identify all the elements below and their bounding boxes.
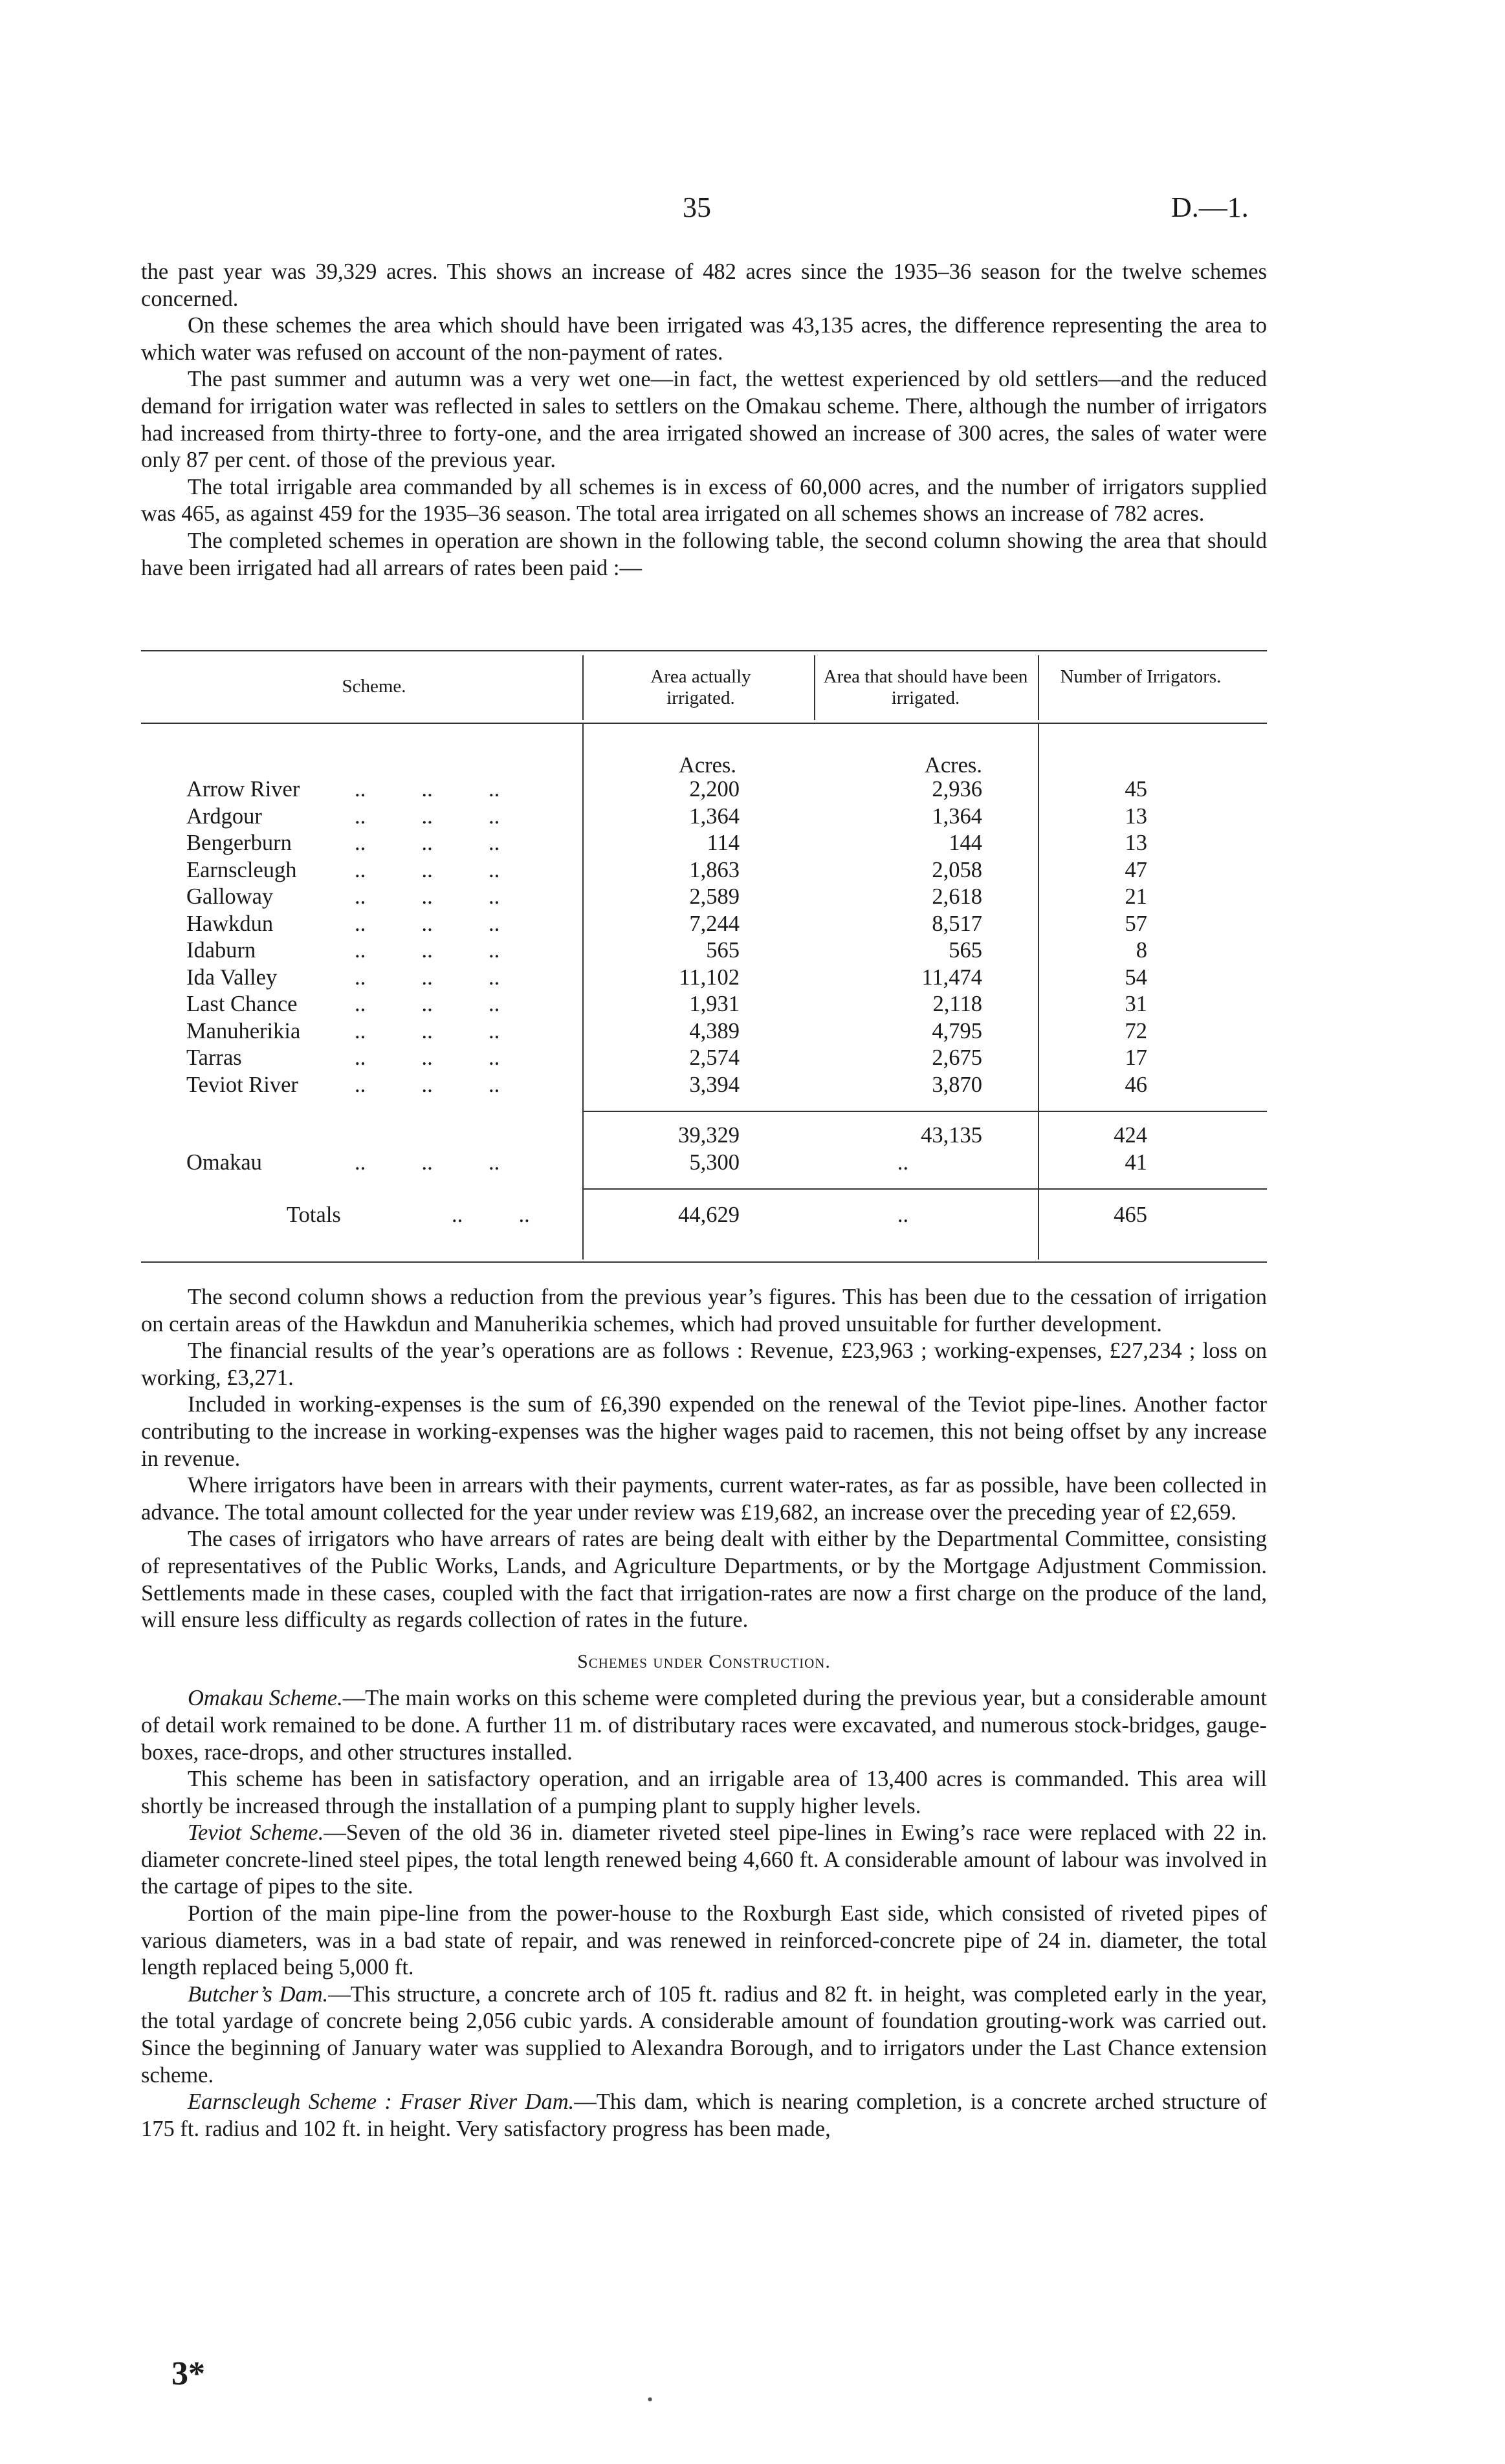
paragraph: The second column shows a reduction from the previous year’s figures. This has been due to the cessation of irrigation on certain areas of the Hawkdun and Manuherikia schemes, which had proved unsuitable for further development. [141, 1285, 1267, 1336]
totals-label: Totals [287, 1203, 341, 1227]
paragraph: The total irrigable area commanded by all schemes is in excess of 60,000 acres, and the number of irrigators supplied was 465, as against 459 for the 1935–36 season. The total area irrigated on all schemes shows an increase of 782 acres. [141, 474, 1267, 527]
row-irrigators: 45 [1125, 777, 1147, 801]
dot-leader: .. .. .. [355, 1072, 500, 1097]
row-area-should: 2,936 [932, 777, 982, 801]
subtotal-actual: 39,329 [678, 1123, 740, 1148]
paragraph: Earnscleugh Scheme : Fraser River Dam.—This dam, which is nearing completion, is a concrete arched structure of 175 ft. radius and 102 ft. in height. Very satisfactory progress has been made, [141, 2089, 1267, 2141]
row-area-should: 565 [949, 938, 982, 963]
body-text [141, 1284, 1267, 2142]
row-scheme: Manuherikia [186, 1018, 301, 1043]
stray-mark: • [647, 2390, 654, 2409]
subtotal-irrigators: 424 [1114, 1123, 1147, 1148]
row-area-actual: 7,244 [689, 911, 740, 936]
row-area-actual: 114 [707, 831, 740, 855]
paragraph: Teviot Scheme.—Seven of the old 36 in. diameter riveted steel pipe-lines in Ewing’s race were replaced with 22 in. diameter concrete-lined steel pipes, the total length renewed being 4,660 ft. A considerable amount of labour was involved in the cartage of pipes to the site. [141, 1820, 1267, 1899]
dot-leader: .. .. .. [355, 965, 500, 990]
paragraph: The past summer and autumn was a very wet one—in fact, the wettest experienced by old settlers—and the reduced demand for irrigation water was reflected in sales to settlers on the Omakau scheme. There, although the number of irrigators had increased from thirty-three to forty-one, and the area irrigated showed an increase of 300 acres, the sales of water were only 87 per cent. of those of the previous year. [141, 367, 1267, 473]
paragraph-lead: Omakau Scheme. [188, 1686, 343, 1711]
header-rule [141, 723, 1267, 724]
paragraph: On these schemes the area which should have been irrigated was 43,135 acres, the difference representing the area to which water was refused on account of the non-payment of rates. [141, 313, 1267, 365]
paragraph: This scheme has been in satisfactory operation, and an irrigable area of 13,400 acres is commanded. This area will shortly be increased through the installation of a pumping plant to supply higher levels. [141, 1767, 1267, 1818]
row-scheme: Hawkdun [186, 911, 274, 936]
table-top-rule [141, 650, 1267, 651]
row-area-actual: 1,364 [689, 803, 740, 829]
subtotal-rule [582, 1111, 1267, 1112]
row-area-should: 8,517 [932, 911, 982, 936]
dot-leader: .. .. .. [355, 1045, 500, 1070]
header-area-actual: Area actually irrigated. [650, 666, 751, 708]
row-scheme: Teviot River [186, 1072, 298, 1097]
omakau-actual: 5,300 [689, 1150, 740, 1175]
row-area-should: 2,058 [932, 857, 982, 882]
intro-text [141, 259, 1267, 582]
column-divider [1038, 655, 1039, 720]
totals-rule [582, 1188, 1267, 1190]
header-irrigators: Number of Irrigators. [1060, 666, 1222, 687]
row-irrigators: 31 [1125, 992, 1147, 1016]
section-heading: Schemes under Construction. [577, 1650, 831, 1672]
dot-leader: .. .. .. [355, 831, 500, 855]
row-irrigators: 54 [1125, 965, 1147, 990]
row-area-actual: 3,394 [689, 1072, 740, 1097]
row-irrigators: 21 [1125, 884, 1147, 909]
paragraph: Butcher’s Dam.—This structure, a concrete arch of 105 ft. radius and 82 ft. in height, was completed early in the year, the total yardage of concrete being 2,056 cubic yards. A considerable amount of foundation grouting-work was carried out. Since the beginning of January water was supplied to Alexandra Borough, and to irrigators under the Last Chance extension scheme. [141, 1981, 1267, 2088]
row-area-actual: 2,589 [689, 884, 740, 909]
row-irrigators: 17 [1125, 1045, 1147, 1070]
unit-label: Acres. [678, 753, 736, 778]
dot-leader: .. .. .. [355, 938, 500, 963]
row-scheme: Last Chance [186, 992, 298, 1016]
header-scheme: Scheme. [342, 676, 406, 697]
column-divider [1038, 723, 1039, 1259]
unit-label: Acres. [924, 753, 982, 778]
row-scheme: Idaburn [186, 938, 256, 963]
row-scheme: Tarras [186, 1045, 242, 1070]
dot-leader: .. .. [452, 1203, 530, 1227]
dot-leader: .. .. .. [355, 911, 500, 936]
row-scheme: Ardgour [186, 803, 262, 829]
paragraph: Where irrigators have been in arrears with their payments, current water-rates, as far as possible, have been collected in advance. The total amount collected for the year under review was £19,682, an increase over the preceding year of £2,659. [141, 1473, 1267, 1525]
row-area-actual: 2,200 [689, 777, 740, 801]
paragraph: Included in working-expenses is the sum of £6,390 expended on the renewal of the Teviot pipe-lines. Another factor contributing to the increase in working-expenses was the higher wages paid to racemen, this not being offset by any increase in revenue. [141, 1392, 1267, 1471]
row-area-actual: 4,389 [689, 1018, 740, 1043]
row-area-actual: 2,574 [689, 1045, 740, 1070]
totals-should: .. [897, 1203, 909, 1227]
dot-leader: .. .. .. [355, 777, 500, 801]
row-irrigators: 57 [1125, 911, 1147, 936]
row-irrigators: 46 [1125, 1072, 1147, 1097]
column-divider [814, 655, 815, 720]
row-area-actual: 1,931 [689, 992, 740, 1016]
row-area-should: 144 [949, 831, 982, 855]
dot-leader: .. .. .. [355, 884, 500, 909]
omakau-should: .. [897, 1150, 909, 1175]
dot-leader: .. .. .. [355, 1018, 500, 1043]
paragraph: the past year was 39,329 acres. This shows an increase of 482 acres since the 1935–36 season for the twelve schemes concerned. [141, 259, 1267, 311]
row-area-should: 11,474 [921, 965, 982, 990]
paragraph: The cases of irrigators who have arrears of rates are being dealt with either by the Departmental Committee, consisting of representatives of the Public Works, Lands, and Agriculture Departments, or by the Mortgage Adjustment Commission. Settlements made in these cases, coupled with the fact that irrigation-rates are now a first charge on the produce of the land, will ensure less difficulty as regards collection of rates in the future. [141, 1527, 1267, 1633]
row-area-actual: 565 [706, 938, 740, 963]
totals-actual: 44,629 [678, 1203, 740, 1227]
page-number: 35 [683, 191, 711, 223]
schemes-table [141, 650, 1267, 1271]
dot-leader: .. .. .. [355, 1150, 500, 1175]
row-area-should: 2,118 [932, 992, 982, 1016]
row-irrigators: 13 [1125, 803, 1147, 829]
document-reference: D.—1. [1171, 191, 1249, 223]
totals-irrigators: 465 [1114, 1203, 1147, 1227]
row-scheme: Galloway [186, 884, 274, 909]
row-area-actual: 1,863 [689, 857, 740, 882]
omakau-scheme: Omakau [186, 1150, 262, 1175]
paragraph: The completed schemes in operation are shown in the following table, the second column showing the area that should have been irrigated had all arrears of rates been paid :— [141, 528, 1267, 580]
row-irrigators: 72 [1125, 1018, 1147, 1043]
dot-leader: .. .. .. [355, 992, 500, 1016]
row-area-actual: 11,102 [679, 965, 740, 990]
header-area-should: Area that should have been irrigated. [823, 666, 1028, 708]
row-area-should: 4,795 [932, 1018, 982, 1043]
row-area-should: 2,618 [932, 884, 982, 909]
row-area-should: 1,364 [932, 803, 982, 829]
row-irrigators: 13 [1125, 831, 1147, 855]
paragraph: The financial results of the year’s operations are as follows : Revenue, £23,963 ; working-expenses, £27,234 ; loss on working, £3,271. [141, 1338, 1267, 1390]
row-irrigators: 8 [1136, 938, 1147, 963]
signature-mark: 3* [171, 2355, 205, 2392]
omakau-irrigators: 41 [1125, 1150, 1147, 1175]
row-scheme: Ida Valley [186, 965, 278, 990]
row-scheme: Bengerburn [186, 831, 292, 855]
row-area-should: 3,870 [932, 1072, 982, 1097]
row-scheme: Arrow River [186, 777, 300, 801]
paragraph-lead: Earnscleugh Scheme : Fraser River Dam. [188, 2089, 575, 2115]
column-divider [582, 723, 584, 1259]
row-scheme: Earnscleugh [186, 857, 297, 882]
column-divider [582, 655, 584, 720]
dot-leader: .. .. .. [355, 857, 500, 882]
paragraph: Portion of the main pipe-line from the power-house to the Roxburgh East side, which consisted of riveted pipes of various diameters, was in a bad state of repair, and was renewed in reinforced-concrete pipe of 24 in. diameter, the total length replaced being 5,000 ft. [141, 1901, 1267, 1980]
row-area-should: 2,675 [932, 1045, 982, 1070]
table-bottom-rule [141, 1261, 1267, 1263]
paragraph-lead: Butcher’s Dam. [188, 1981, 329, 2007]
row-irrigators: 47 [1125, 857, 1147, 882]
dot-leader: .. .. .. [355, 803, 500, 829]
paragraph-lead: Teviot Scheme. [188, 1820, 324, 1846]
paragraph: Omakau Scheme.—The main works on this scheme were completed during the previous year, but a considerable amount of detail work remained to be done. A further 11 m. of distributary races were excavated, and numerous stock-bridges, gauge-boxes, race-drops, and other structures installed. [141, 1686, 1267, 1765]
subtotal-should: 43,135 [921, 1123, 982, 1148]
